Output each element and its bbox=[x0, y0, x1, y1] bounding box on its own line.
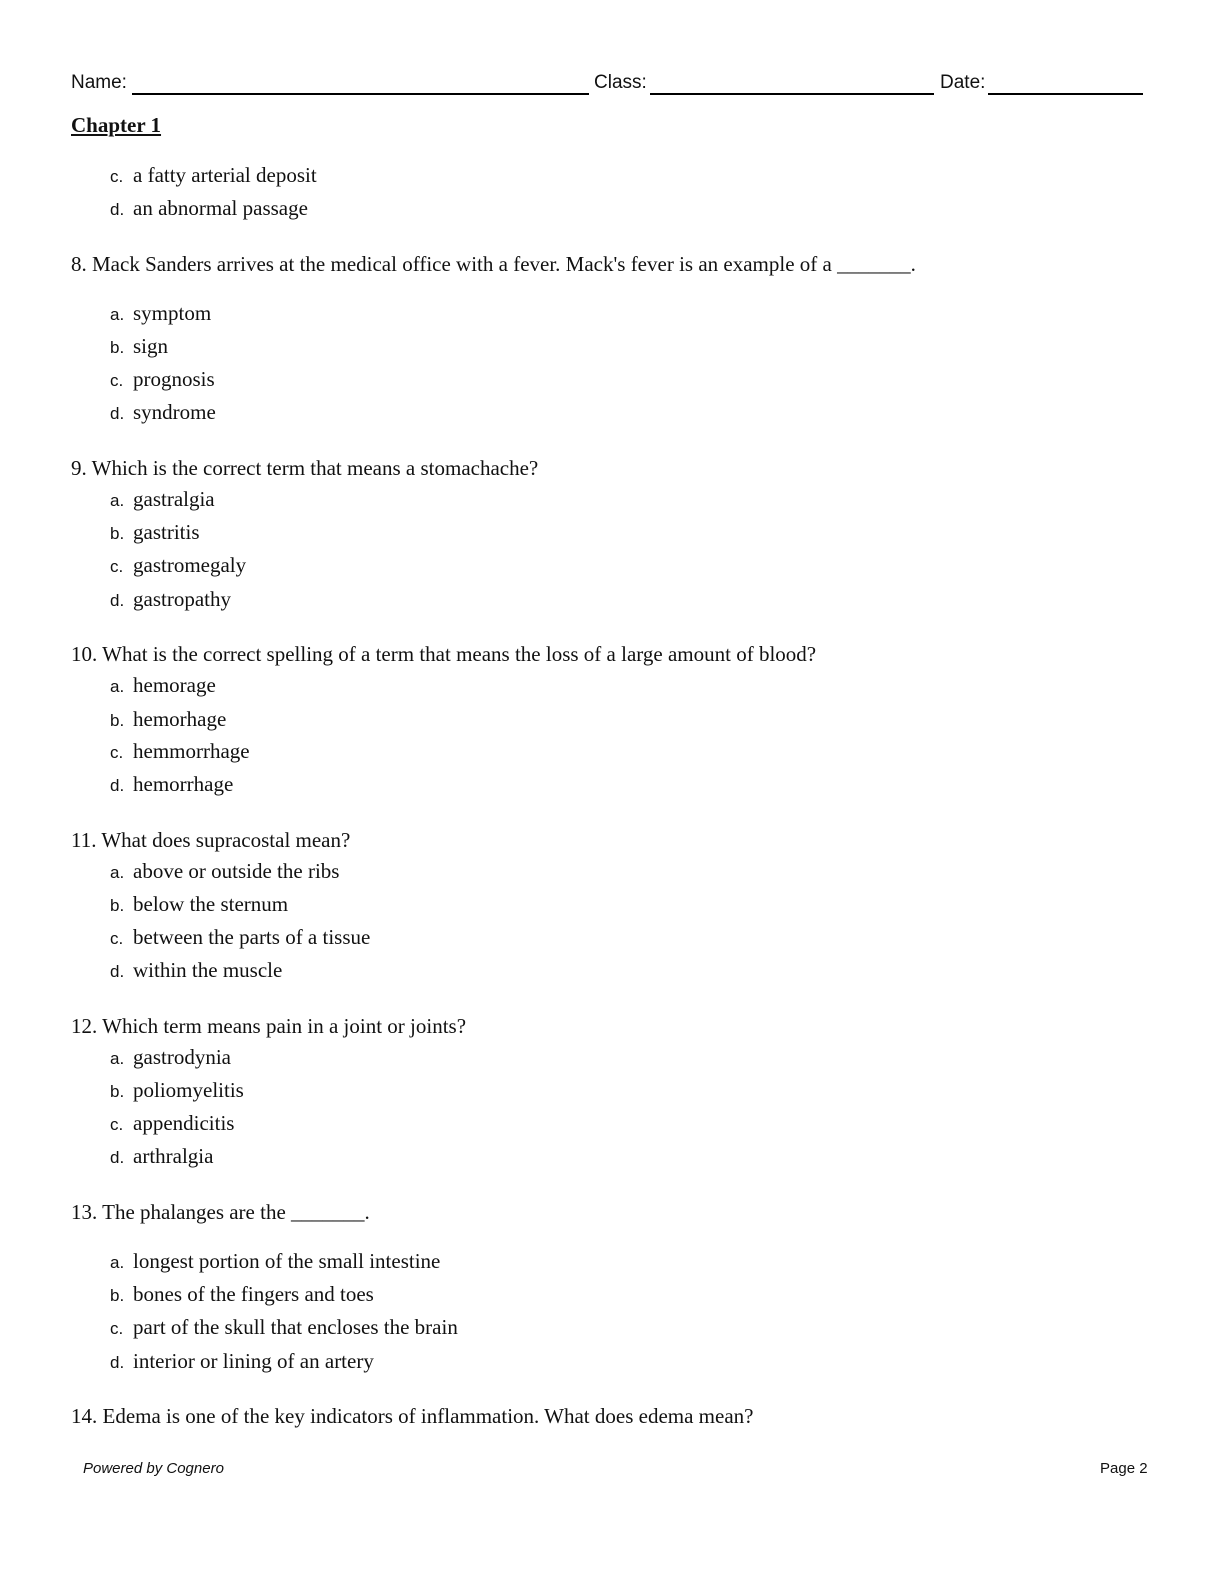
option[interactable] bbox=[110, 925, 370, 950]
option-letter: c. bbox=[110, 743, 124, 762]
option-text: part of the skull that encloses the brain bbox=[133, 1315, 458, 1339]
option-letter: a. bbox=[110, 1049, 125, 1068]
question-9: 9. Which is the correct term that means a stomachache? bbox=[71, 456, 539, 480]
option-letter: b. bbox=[110, 338, 125, 357]
option[interactable] bbox=[110, 739, 250, 764]
option-letter: d. bbox=[110, 962, 125, 981]
header bbox=[71, 70, 1143, 96]
option[interactable] bbox=[110, 1111, 234, 1136]
option-text: above or outside the ribs bbox=[133, 859, 340, 883]
option-letter: d. bbox=[110, 200, 125, 219]
option[interactable] bbox=[110, 1282, 374, 1307]
continued-option[interactable] bbox=[110, 163, 317, 188]
option[interactable] bbox=[110, 1315, 458, 1340]
option[interactable] bbox=[110, 1078, 244, 1103]
option-letter: d. bbox=[110, 591, 125, 610]
option-letter: d. bbox=[110, 1148, 125, 1167]
question-11: 11. What does supracostal mean? bbox=[71, 828, 351, 852]
continued-option[interactable] bbox=[110, 196, 308, 221]
option-text: sign bbox=[133, 334, 169, 358]
option-letter: a. bbox=[110, 863, 125, 882]
option[interactable] bbox=[110, 707, 226, 732]
option-text: gastrodynia bbox=[133, 1045, 231, 1069]
option-letter: c. bbox=[110, 1115, 124, 1134]
option-text: interior or lining of an artery bbox=[133, 1349, 374, 1373]
option-letter: b. bbox=[110, 896, 125, 915]
option-text: arthralgia bbox=[133, 1144, 214, 1168]
option-letter: a. bbox=[110, 677, 125, 696]
option-letter: c. bbox=[110, 1319, 124, 1338]
option-letter: c. bbox=[110, 929, 124, 948]
option[interactable] bbox=[110, 587, 231, 612]
class-label: Class: bbox=[594, 72, 647, 93]
option-text: a fatty arterial deposit bbox=[133, 163, 317, 187]
option-text: below the sternum bbox=[133, 892, 289, 916]
question-8: 8. Mack Sanders arrives at the medical office with a fever. Mack's fever is an example of a _______. bbox=[71, 252, 916, 276]
option[interactable] bbox=[110, 1144, 213, 1169]
option-letter: c. bbox=[110, 167, 124, 186]
option[interactable] bbox=[110, 892, 288, 917]
option[interactable] bbox=[110, 400, 216, 425]
date-field[interactable] bbox=[988, 93, 1143, 95]
option-text: gastralgia bbox=[133, 487, 215, 511]
question-12: 12. Which term means pain in a joint or joints? bbox=[71, 1014, 467, 1038]
question-14: 14. Edema is one of the key indicators of inflammation. What does edema mean? bbox=[71, 1404, 754, 1428]
option-text: hemmorrhage bbox=[133, 739, 250, 763]
option[interactable] bbox=[110, 1349, 374, 1374]
option-letter: b. bbox=[110, 1082, 125, 1101]
option[interactable] bbox=[110, 958, 282, 983]
option-text: symptom bbox=[133, 301, 212, 325]
option[interactable] bbox=[110, 487, 215, 512]
option-text: poliomyelitis bbox=[133, 1078, 244, 1102]
question-10: 10. What is the correct spelling of a term that means the loss of a large amount of blood? bbox=[71, 642, 817, 666]
name-label: Name: bbox=[71, 72, 127, 93]
option[interactable] bbox=[110, 367, 215, 392]
option-letter: d. bbox=[110, 404, 125, 423]
option[interactable] bbox=[110, 553, 246, 578]
date-label: Date: bbox=[940, 72, 986, 93]
option-letter: c. bbox=[110, 557, 124, 576]
option[interactable] bbox=[110, 1249, 440, 1274]
option-letter: a. bbox=[110, 1253, 125, 1272]
option-text: longest portion of the small intestine bbox=[133, 1249, 441, 1273]
option[interactable] bbox=[110, 859, 339, 884]
option-text: gastropathy bbox=[133, 587, 231, 611]
powered-by-footer: Powered by Cognero bbox=[83, 1460, 224, 1477]
option-letter: a. bbox=[110, 305, 125, 324]
option[interactable] bbox=[110, 334, 168, 359]
class-field[interactable] bbox=[650, 93, 934, 95]
option-letter: a. bbox=[110, 491, 125, 510]
option[interactable] bbox=[110, 520, 200, 545]
option-letter: b. bbox=[110, 711, 125, 730]
option-letter: c. bbox=[110, 371, 124, 390]
option-letter: b. bbox=[110, 1286, 125, 1305]
option[interactable] bbox=[110, 772, 233, 797]
option-letter: d. bbox=[110, 776, 125, 795]
question-13: 13. The phalanges are the _______. bbox=[71, 1200, 370, 1224]
name-field[interactable] bbox=[132, 93, 589, 95]
option[interactable] bbox=[110, 1045, 231, 1070]
option-text: gastromegaly bbox=[133, 553, 247, 577]
option-text: between the parts of a tissue bbox=[133, 925, 371, 949]
option-text: hemorhage bbox=[133, 707, 227, 731]
option-text: bones of the fingers and toes bbox=[133, 1282, 374, 1306]
option[interactable] bbox=[110, 673, 216, 698]
option-text: hemorrhage bbox=[133, 772, 234, 796]
option[interactable] bbox=[110, 301, 211, 326]
option-text: an abnormal passage bbox=[133, 196, 308, 220]
chapter-heading: Chapter 1 bbox=[71, 113, 162, 137]
page-number: Page 2 bbox=[1100, 1460, 1148, 1477]
option-letter: b. bbox=[110, 524, 125, 543]
option-text: within the muscle bbox=[133, 958, 283, 982]
option-text: prognosis bbox=[133, 367, 215, 391]
option-text: appendicitis bbox=[133, 1111, 235, 1135]
option-text: gastritis bbox=[133, 520, 200, 544]
option-text: hemorage bbox=[133, 673, 216, 697]
option-text: syndrome bbox=[133, 400, 216, 424]
option-letter: d. bbox=[110, 1353, 125, 1372]
